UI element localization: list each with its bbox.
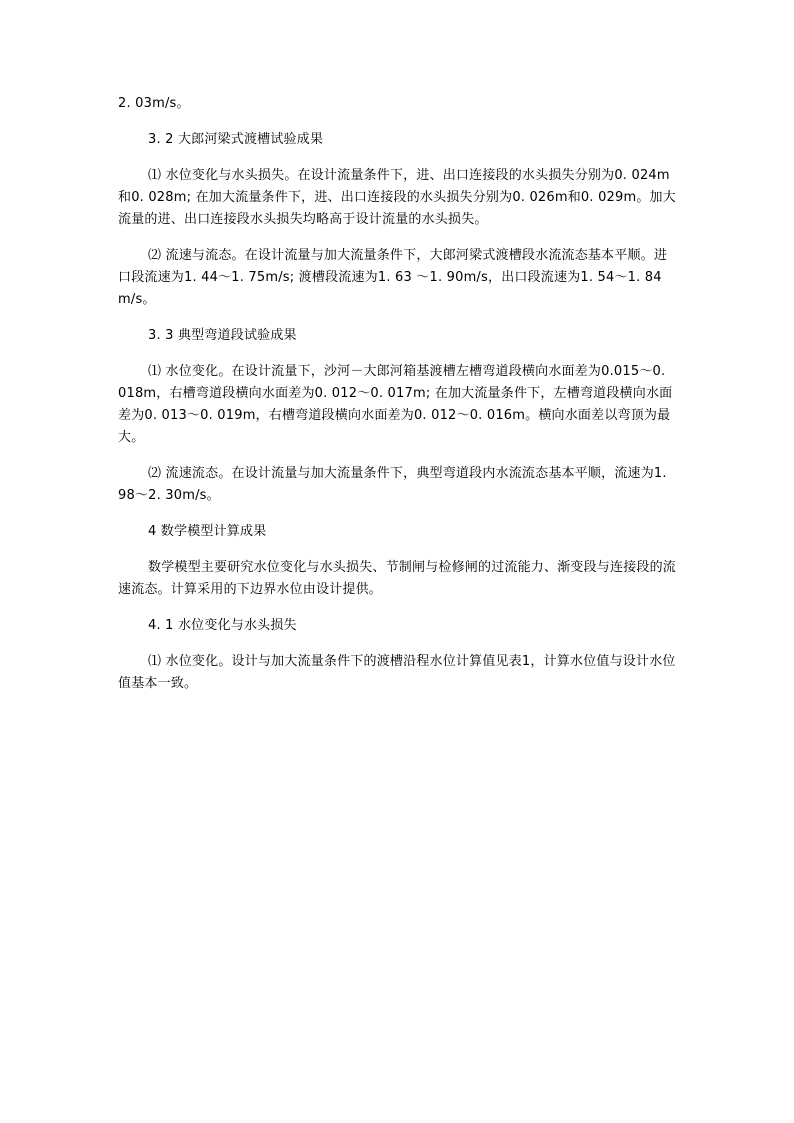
paragraph-3-3-2: ⑵ 流速流态。在设计流量与加大流量条件下，典型弯道段内水流流态基本平顺，流速为1. 98～2. 30m/s。 bbox=[118, 466, 667, 503]
paragraph-4: 数学模型主要研究水位变化与水头损失、节制闸与检修闸的过流能力、渐变段与连接段的流速流态。计算采用的下边界水位由设计提供。 bbox=[118, 560, 677, 597]
document-body bbox=[118, 93, 678, 695]
paragraph-3-2-2: ⑵ 流速与流态。在设计流量与加大流量条件下，大郎河梁式渡槽段水流流态基本平顺。进口段流速为1. 44～1. 75m/s; 渡槽段流速为1. 63 ～1. 90m/s，出口段流速为1. 54～1. 84m/s。 bbox=[118, 248, 668, 307]
section-heading-3-2: 3. 2 大郎河梁式渡槽试验成果 bbox=[148, 132, 324, 147]
section-heading-4: 4 数学模型计算成果 bbox=[148, 524, 267, 539]
paragraph-continuation: 2. 03m/s。 bbox=[118, 96, 190, 111]
paragraph-3-2-1: ⑴ 水位变化与水头损失。在设计流量条件下，进、出口连接段的水头损失分别为0. 024m和0. 028m; 在加大流量条件下，进、出口连接段的水头损失分别为0. 026m和0. 029m。加大流量的进、出口连接段水头损失均略高于设计流量的水头损失。 bbox=[118, 168, 676, 227]
paragraph-3-3-1: ⑴ 水位变化。在设计流量下，沙河－大郎河箱基渡槽左槽弯道段横向水面差为0.015～0. 018m，右槽弯道段横向水面差为0. 012～0. 017m; 在加大流量条件下，左槽弯道段横向水面差为0. 013～0. 019m，右槽弯道段横向水面差为0. 012～0. 016m。横向水面差以弯顶为最大。 bbox=[118, 364, 673, 445]
paragraph-4-1-1: ⑴ 水位变化。设计与加大流量条件下的渡槽沿程水位计算值见表1，计算水位值与设计水位值基本一致。 bbox=[118, 654, 676, 691]
section-heading-3-3: 3. 3 典型弯道段试验成果 bbox=[148, 328, 297, 343]
section-heading-4-1: 4. 1 水位变化与水头损失 bbox=[148, 618, 297, 633]
